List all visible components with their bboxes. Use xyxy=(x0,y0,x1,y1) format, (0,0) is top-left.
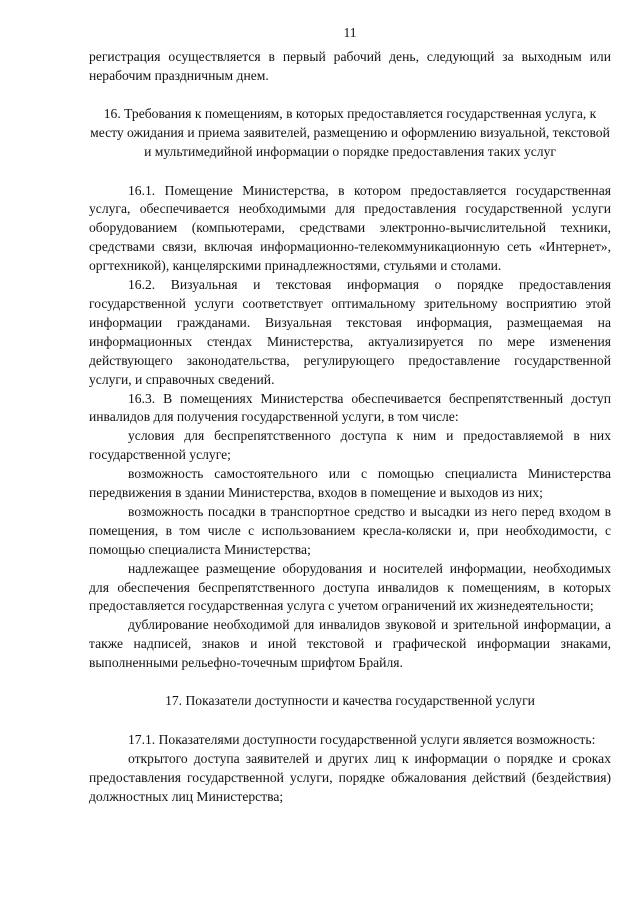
paragraph-16-1: 16.1. Помещение Министерства, в котором предоставляется государственная услуга, обеспечивается необходимыми для предоставления государственной услуги оборудованием (компьютерами, средствами электронно-вычислительной техники, средствами связи, включая информационно-телекоммуникационную сеть «Интернет», оргтехникой), канцелярскими принадлежностями, стульями и столами. xyxy=(89,182,611,274)
list-item: надлежащее размещение оборудования и носителей информации, необходимых для обеспечения беспрепятственного доступа инвалидов к помещениям, в которых предоставляется государственная услуга с учетом ограничений их жизнедеятельности; xyxy=(89,560,611,614)
document-page xyxy=(89,24,611,807)
list-item: возможность самостоятельного или с помощью специалиста Министерства передвижения в здании Министерства, входов в помещение и выходов из них; xyxy=(89,466,611,501)
paragraph-17-1: 17.1. Показателями доступности государственной услуги является возможность: xyxy=(128,732,596,747)
section-17-heading: 17. Показатели доступности и качества государственной услуги xyxy=(165,693,535,709)
intro-paragraph: регистрация осуществляется в первый рабочий день, следующий за выходным или нерабочим праздничным днем. xyxy=(89,49,611,83)
paragraph-16-2: 16.2. Визуальная и текстовая информация о порядке предоставления государственной услуги соответствует оптимальному зрительному восприятию этой информации гражданами. Визуальная текстовая информация, размещаемая на информационных стендах Министерства, актуализируется по мере изменения действующего законодательства, регулирующего предоставление государственной услуги, и справочных сведений. xyxy=(89,277,611,387)
list-item: условия для беспрепятственного доступа к ним и предоставляемой в них государственной услуге; xyxy=(89,428,611,463)
paragraph-16-3: 16.3. В помещениях Министерства обеспечивается беспрепятственный доступ инвалидов для получения государственной услуги, в том числе: xyxy=(89,390,611,425)
section-16-heading: 16. Требования к помещениям, в которых предоставляется государственная услуга, к месту ожидания и приема заявителей, размещению и оформлению визуальной, текстовой и мультимедийной информации о порядке предоставления таких услуг xyxy=(90,105,610,159)
list-item: возможность посадки в транспортное средство и высадки из него перед входом в помещения, в том числе с использованием кресла-коляски и, при необходимости, с помощью специалиста Министерства; xyxy=(89,503,611,557)
page-number: 11 xyxy=(343,25,357,40)
list-item: дублирование необходимой для инвалидов звуковой и зрительной информации, а также надписей, знаков и иной текстовой и графической информации знаками, выполненными рельефно-точечным шрифтом Брайля. xyxy=(89,617,611,671)
list-item: открытого доступа заявителей и других лиц к информации о порядке и сроках предоставления государственной услуги, порядке обжалования действий (бездействия) должностных лиц Министерства; xyxy=(89,750,611,804)
